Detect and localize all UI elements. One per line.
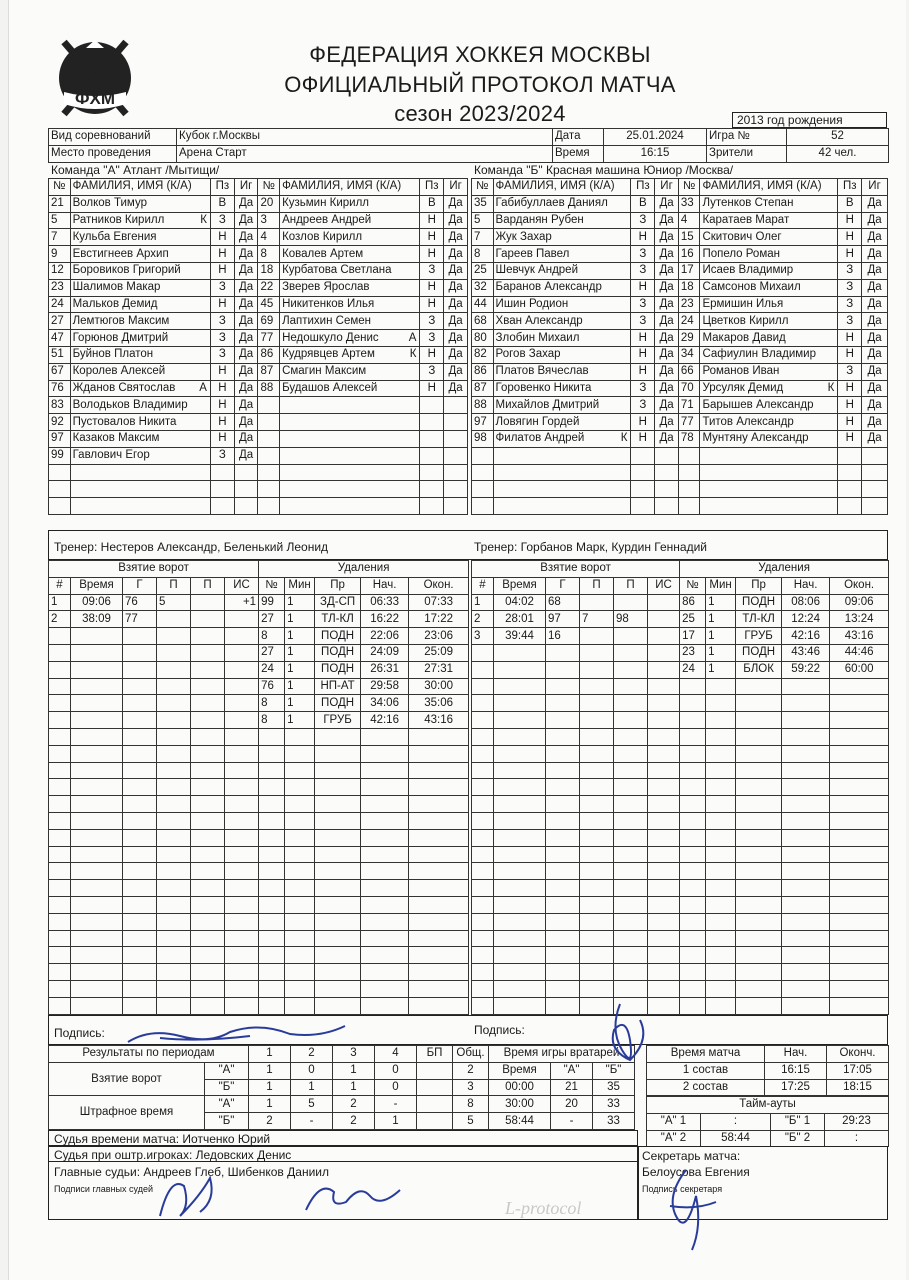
timekeeper: Судья времени матча: Иотченко Юрий (54, 1132, 271, 1146)
player-row: 92 Пустовалов Никита Н Да (49, 414, 468, 431)
player-row: 98 Филатов Андрей К Н Да 78 Мунтяну Александр Н Да (472, 430, 888, 447)
player-row (49, 498, 468, 515)
team-a-events: Взятие ворот Удаления # Время Г П П ИС № Мин Пр Нач. Окон. 1 09:06 76 5 +1 99 1 ЗД-СП 06:33 07:33 2 38:09 77 27 1 ТЛ-КЛ 16:22 17:22 8 1 ПОДН 22:06 23:06 27 1 ПОДН 24:09 25:09 24 1 ПОДН 26:31 27:31 76 1 НП-АТ 29:58 30:00 8 1 ПОДН 34:06 35:06 8 1 ГРУБ 42:16 43:16 (48, 560, 469, 1015)
protocol-title: ОФИЦИАЛЬНЫЙ ПРОТОКОЛ МАТЧА (284, 72, 676, 97)
period-results-table: Результаты по периодам 1 2 3 4 БП Общ. Взятие ворот "А" 1 0 1 0 2 "Б" 1 1 1 0 3 Штрафное время "А" 1 5 2 - 8 "Б" 2 - 2 1 5 (48, 1045, 489, 1130)
player-row: 24 Мальков Демид Н Да 45 Никитенков Илья Н Да (49, 296, 468, 313)
event-row: 27 1 ПОДН 24:09 25:09 (49, 644, 469, 661)
event-row: 8 1 ГРУБ 42:16 43:16 (49, 712, 469, 729)
team-b-title: Команда "Б" Красная машина Юниор /Москва/ (474, 163, 734, 177)
player-row: 51 Буйнов Платон З Да 86 Кудрявцев Артем К Н Да (49, 346, 468, 363)
event-row (472, 930, 889, 947)
player-row: 82 Рогов Захар Н Да 34 Сафиулин Владимир Н Да (472, 346, 888, 363)
player-row: 32 Баранов Александр Н Да 18 Самсонов Михаил З Да (472, 279, 888, 296)
watermark: L-protocol (505, 1198, 582, 1218)
player-row: 68 Хван Александр З Да 24 Цветков Кирилл З Да (472, 313, 888, 330)
event-row (49, 728, 469, 745)
player-row: 80 Злобин Михаил Н Да 29 Макаров Давид Н Да (472, 330, 888, 347)
player-row: 5 Ратников Кирилл К З Да 3 Андреев Андрей Н Да (49, 212, 468, 229)
team-b-sign-label: Подпись: (474, 1023, 525, 1037)
team-b-events: Взятие ворот Удаления # Время Г П П ИС № Мин Пр Нач. Окон. 1 04:02 68 86 1 ПОДН 08:06 09:06 2 28:01 97 7 98 25 1 ТЛ-КЛ 12:24 13:24 3 39:44 16 17 1 ГРУБ 42:16 43:16 23 1 ПОДН 43:46 44:46 24 1 БЛОК 59:22 60:00 (471, 560, 889, 1015)
event-row (472, 762, 889, 779)
timeouts-table: Тайм-ауты "А" 1 : "Б" 1 29:23 "А" 2 58:44 "Б" 2 : (646, 1096, 889, 1147)
event-row (472, 829, 889, 846)
event-row (472, 964, 889, 981)
event-row (49, 980, 469, 997)
event-row (49, 964, 469, 981)
team-b-signature (600, 1000, 660, 1080)
event-row (49, 930, 469, 947)
event-row: 3 39:44 16 17 1 ГРУБ 42:16 43:16 (472, 628, 889, 645)
player-row (49, 464, 468, 481)
penalty-judge: Судья при оштр.игроках: Ледовских Денис (54, 1148, 292, 1162)
event-row: 2 38:09 77 27 1 ТЛ-КЛ 16:22 17:22 (49, 611, 469, 628)
player-row (472, 464, 888, 481)
birth-year: 2013 год рождения (737, 113, 843, 127)
player-row (472, 447, 888, 464)
event-row (49, 896, 469, 913)
federation-title: ФЕДЕРАЦИЯ ХОККЕЯ МОСКВЫ (309, 42, 651, 67)
team-a-signature (120, 1012, 350, 1048)
player-row: 35 Габибуллаев Даниял В Да 33 Лутенков Степан В Да (472, 195, 888, 212)
event-row (472, 863, 889, 880)
main-referees: Главные судьи: Андреев Глеб, Шибенков Даниил (54, 1165, 329, 1179)
player-row: 23 Шалимов Макар З Да 22 Зверев Ярослав Н Да (49, 279, 468, 296)
team-a-coach: Тренер: Нестеров Александр, Беленький Леонид (54, 540, 329, 554)
player-row: 97 Ловягин Гордей Н Да 77 Титов Александр Н Да (472, 414, 888, 431)
event-row (49, 829, 469, 846)
event-row: 8 1 ПОДН 22:06 23:06 (49, 628, 469, 645)
team-b-roster (471, 178, 888, 515)
event-row (49, 779, 469, 796)
team-a-title: Команда "А" Атлант /Мытищи/ (51, 163, 220, 177)
goalie-time-table: Время игры вратарей Время "А" "Б" 00:00 21 35 30:00 20 33 58:44 - 33 (488, 1045, 635, 1130)
event-row (49, 846, 469, 863)
player-row: 76 Жданов Святослав А Н Да 88 Будашов Алексей Н Да (49, 380, 468, 397)
event-row: 2 28:01 97 7 98 25 1 ТЛ-КЛ 12:24 13:24 (472, 611, 889, 628)
player-row: 47 Горюнов Дмитрий З Да 77 Недошкуло Денис А З Да (49, 330, 468, 347)
player-row (472, 498, 888, 515)
player-row: 86 Платов Вячеслав Н Да 66 Романов Иван З Да (472, 363, 888, 380)
match-time-table: Время матча Нач. Оконч. 1 состав 16:15 17:05 2 состав 17:25 18:15 (646, 1045, 889, 1096)
team-b-coach: Тренер: Горбанов Марк, Курдин Геннадий (474, 540, 707, 554)
player-row: 99 Гавлович Егор З Да (49, 447, 468, 464)
event-row (472, 695, 889, 712)
player-row: 97 Казаков Максим Н Да (49, 430, 468, 447)
secretary-signature (656, 1166, 726, 1252)
event-row (49, 812, 469, 829)
player-row: 83 Володьков Владимир Н Да (49, 397, 468, 414)
player-row: 8 Гареев Павел З Да 16 Попело Роман Н Да (472, 246, 888, 263)
player-row: 7 Кульба Евгения Н Да 4 Козлов Кирилл Н Да (49, 229, 468, 246)
player-row (49, 481, 468, 498)
team-a-roster (48, 178, 468, 515)
event-row (49, 913, 469, 930)
event-row (49, 745, 469, 762)
player-row: 67 Королев Алексей Н Да 87 Смагин Максим З Да (49, 363, 468, 380)
referee-sign-label: Подписи главных судей (54, 1184, 154, 1194)
secretary-name: Белоусова Евгения (642, 1165, 750, 1179)
event-row: 76 1 НП-АТ 29:58 30:00 (49, 678, 469, 695)
event-row (49, 796, 469, 813)
event-row (49, 880, 469, 897)
player-row: 7 Жук Захар Н Да 15 Скитович Олег Н Да (472, 229, 888, 246)
secretary-label: Секретарь матча: (642, 1149, 741, 1163)
event-row (472, 678, 889, 695)
referee-signature-2 (300, 1174, 410, 1218)
match-info-table: Вид соревнований Кубок г.Москвы Дата 25.01.2024 Игра № 52 Место проведения Арена Старт Время 16:15 Зрители 42 чел. (48, 128, 889, 163)
event-row (472, 913, 889, 930)
player-row: 27 Лемтюгов Максим З Да 69 Лаптихин Семен З Да (49, 313, 468, 330)
event-row (472, 880, 889, 897)
event-row: 23 1 ПОДН 43:46 44:46 (472, 644, 889, 661)
team-a-sign-label: Подпись: (54, 1026, 105, 1040)
player-row: 12 Боровиков Григорий Н Да 18 Курбатова Светлана З Да (49, 262, 468, 279)
secretary-sign-label: Подпись секретаря (642, 1184, 723, 1194)
event-row (472, 745, 889, 762)
player-row: 5 Варданян Рубен З Да 4 Каратаев Марат Н Да (472, 212, 888, 229)
fhm-logo (50, 34, 140, 118)
referee-signature-1 (150, 1166, 230, 1226)
event-row: 1 09:06 76 5 +1 99 1 ЗД-СП 06:33 07:33 (49, 594, 469, 611)
event-row: 24 1 ПОДН 26:31 27:31 (49, 661, 469, 678)
event-row (472, 728, 889, 745)
player-row: 21 Волков Тимур В Да 20 Кузьмин Кирилл В Да (49, 195, 468, 212)
roster-header: № ФАМИЛИЯ, ИМЯ (К/А) Пз Иг № ФАМИЛИЯ, ИМЯ (К/А) Пз Иг (49, 179, 468, 196)
player-row: 87 Горовенко Никита З Да 70 Урсуляк Демид К Н Да (472, 380, 888, 397)
event-row (472, 779, 889, 796)
event-row (472, 980, 889, 997)
roster-header: № ФАМИЛИЯ, ИМЯ (К/А) Пз Иг № ФАМИЛИЯ, ИМЯ (К/А) Пз Иг (472, 179, 888, 196)
player-row (472, 481, 888, 498)
player-row: 9 Евстигнеев Архип Н Да 8 Ковалев Артем Н Да (49, 246, 468, 263)
svg-text:ФХМ: ФХМ (74, 89, 116, 108)
event-row (472, 812, 889, 829)
player-row: 44 Ишин Родион З Да 23 Ермишин Илья З Да (472, 296, 888, 313)
event-row: 1 04:02 68 86 1 ПОДН 08:06 09:06 (472, 594, 889, 611)
player-row: 88 Михайлов Дмитрий З Да 71 Барышев Александр Н Да (472, 397, 888, 414)
player-row: 25 Шевчук Андрей З Да 17 Исаев Владимир З Да (472, 262, 888, 279)
event-row (472, 896, 889, 913)
event-row (472, 947, 889, 964)
event-row (472, 997, 889, 1014)
event-row (472, 796, 889, 813)
season-title: сезон 2023/2024 (394, 101, 566, 126)
event-row: 8 1 ПОДН 34:06 35:06 (49, 695, 469, 712)
event-row (49, 947, 469, 964)
event-row: 24 1 БЛОК 59:22 60:00 (472, 661, 889, 678)
event-row (472, 712, 889, 729)
event-row (49, 863, 469, 880)
event-row (472, 846, 889, 863)
event-row (49, 762, 469, 779)
